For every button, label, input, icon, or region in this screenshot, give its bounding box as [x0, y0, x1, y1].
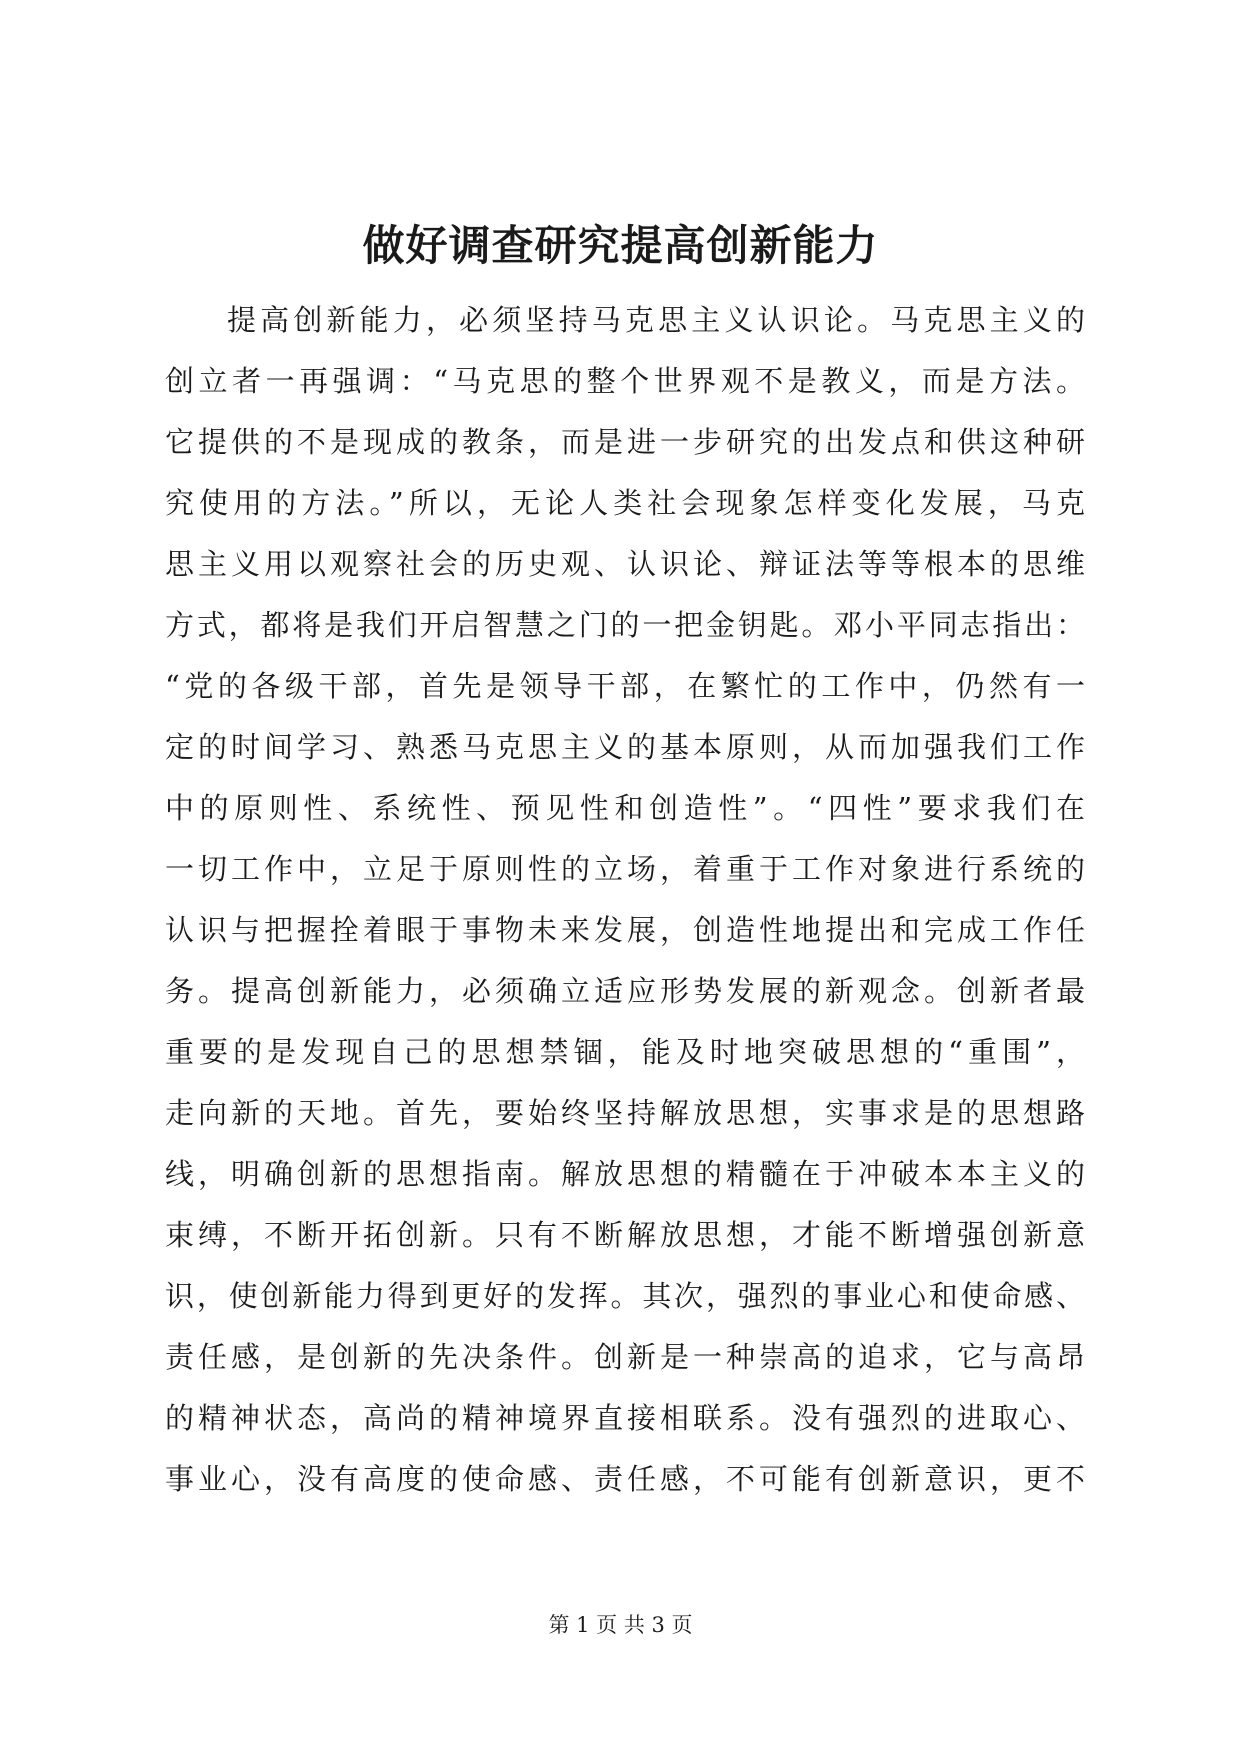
- body-line: 事业心，没有高度的使命感、责任感，不可能有创新意识，更不: [165, 1462, 1085, 1496]
- body-line: 创立者一再强调：“马克思的整个世界观不是教义，而是方法。: [165, 364, 1085, 398]
- body-line: 走向新的天地。首先，要始终坚持解放思想，实事求是的思想路: [165, 1096, 1085, 1130]
- body-line: 思主义用以观察社会的历史观、认识论、辩证法等等根本的思维: [165, 547, 1085, 581]
- document-body: [165, 290, 1085, 1510]
- body-line: 识，使创新能力得到更好的发挥。其次，强烈的事业心和使命感、: [165, 1279, 1085, 1313]
- body-line: 究使用的方法。”所以，无论人类社会现象怎样变化发展，马克: [165, 486, 1085, 520]
- body-line: 方式，都将是我们开启智慧之门的一把金钥匙。邓小平同志指出：: [165, 608, 1085, 642]
- body-line: 它提供的不是现成的教条，而是进一步研究的出发点和供这种研: [165, 425, 1085, 459]
- body-line: 的精神状态，高尚的精神境界直接相联系。没有强烈的进取心、: [165, 1401, 1085, 1435]
- body-line: 一切工作中，立足于原则性的立场，着重于工作对象进行系统的: [165, 852, 1085, 886]
- body-line: 提高创新能力，必须坚持马克思主义认识论。马克思主义的: [227, 303, 1085, 337]
- body-line: 责任感，是创新的先决条件。创新是一种崇高的追求，它与高昂: [165, 1340, 1085, 1374]
- body-line: 务。提高创新能力，必须确立适应形势发展的新观念。创新者最: [165, 974, 1085, 1008]
- body-line: 重要的是发现自己的思想禁锢，能及时地突破思想的“重围”，: [165, 1035, 1085, 1069]
- page-footer: 第 1 页 共 3 页: [548, 1613, 693, 1637]
- body-line: 线，明确创新的思想指南。解放思想的精髓在于冲破本本主义的: [165, 1157, 1085, 1191]
- document-title: 做好调查研究提高创新能力: [362, 221, 879, 270]
- body-line: 束缚，不断开拓创新。只有不断解放思想，才能不断增强创新意: [165, 1218, 1085, 1252]
- body-line: 中的原则性、系统性、预见性和创造性”。“四性”要求我们在: [165, 791, 1085, 825]
- body-line: 定的时间学习、熟悉马克思主义的基本原则，从而加强我们工作: [165, 730, 1085, 764]
- body-line: “党的各级干部，首先是领导干部，在繁忙的工作中，仍然有一: [165, 669, 1085, 703]
- body-line: 认识与把握拴着眼于事物未来发展，创造性地提出和完成工作任: [165, 913, 1085, 947]
